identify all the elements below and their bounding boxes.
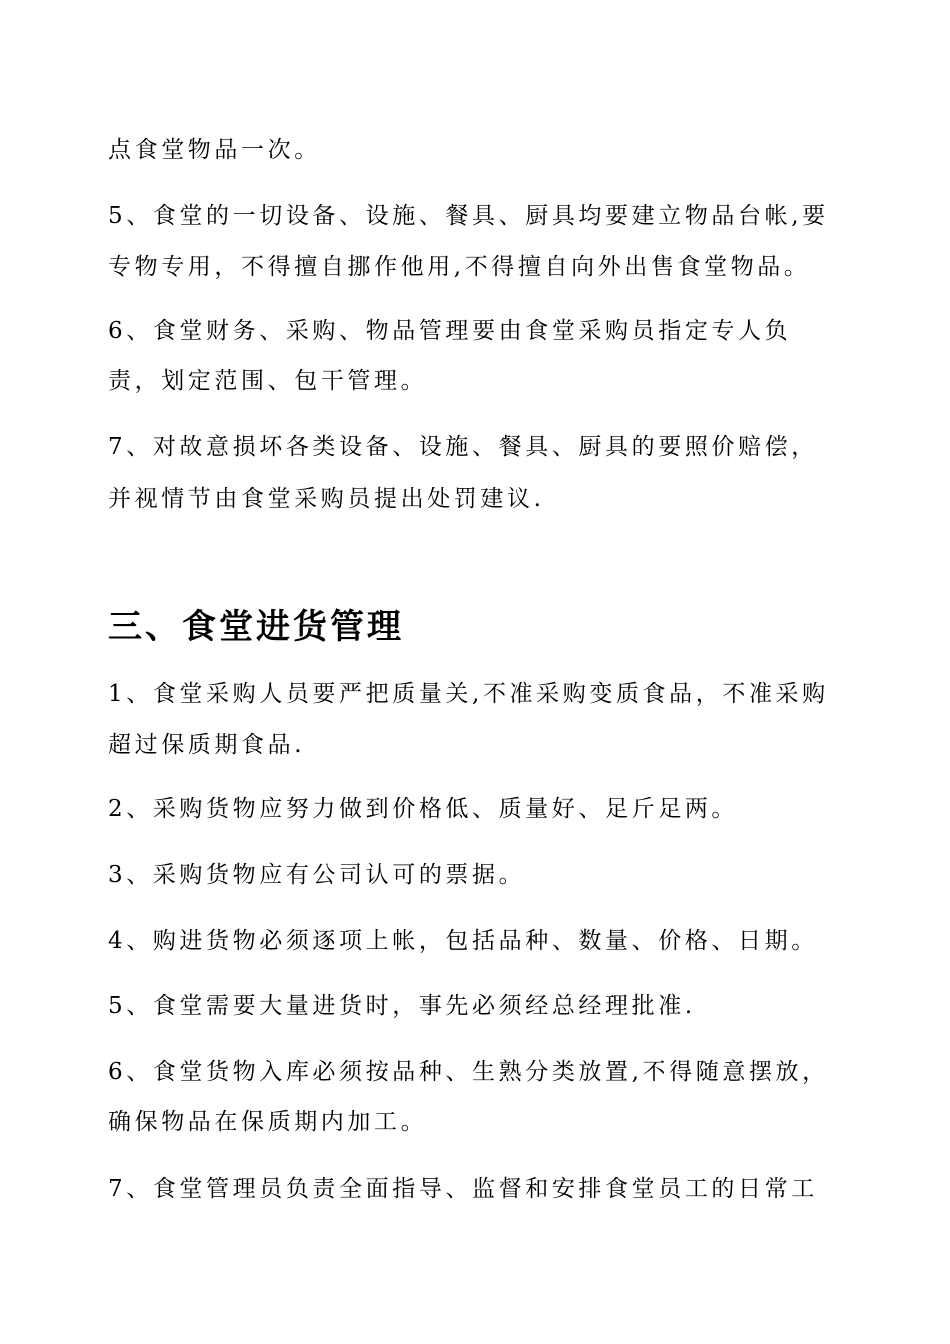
paragraph-line: 超过保质期食品. bbox=[108, 732, 306, 758]
paragraph-line: 7、食堂管理员负责全面指导、监督和安排食堂员工的日常工 bbox=[108, 1176, 818, 1202]
paragraph-line: 专物专用，不得擅自挪作他用,不得擅自向外出售食堂物品。 bbox=[108, 254, 811, 280]
paragraph-line: 7、对故意损坏各类设备、设施、餐具、厨具的要照价赔偿， bbox=[108, 434, 818, 460]
paragraph-line: 6、食堂财务、采购、物品管理要由食堂采购员指定专人负 bbox=[108, 318, 792, 344]
paragraph-line: 2、采购货物应努力做到价格低、质量好、足斤足两。 bbox=[108, 796, 739, 822]
paragraph-line: 1、食堂采购人员要严把质量关,不准采购变质食品，不准采购 bbox=[108, 681, 829, 707]
paragraph-line: 点食堂物品一次。 bbox=[108, 137, 321, 163]
section-heading: 三、食堂进货管理 bbox=[108, 607, 404, 647]
paragraph-line: 5、食堂的一切设备、设施、餐具、厨具均要建立物品台帐,要 bbox=[108, 203, 829, 229]
paragraph-line: 6、食堂货物入库必须按品种、生熟分类放置,不得随意摆放， bbox=[108, 1059, 829, 1085]
paragraph-line: 并视情节由食堂采购员提出处罚建议. bbox=[108, 486, 545, 512]
paragraph-line: 4、购进货物必须逐项上帐，包括品种、数量、价格、日期。 bbox=[108, 928, 818, 954]
paragraph-line: 责，划定范围、包干管理。 bbox=[108, 368, 428, 394]
paragraph-line: 3、采购货物应有公司认可的票据。 bbox=[108, 862, 526, 888]
paragraph-line: 确保物品在保质期内加工。 bbox=[108, 1109, 428, 1135]
paragraph-line: 5、食堂需要大量进货时，事先必须经总经理批准. bbox=[108, 993, 696, 1019]
